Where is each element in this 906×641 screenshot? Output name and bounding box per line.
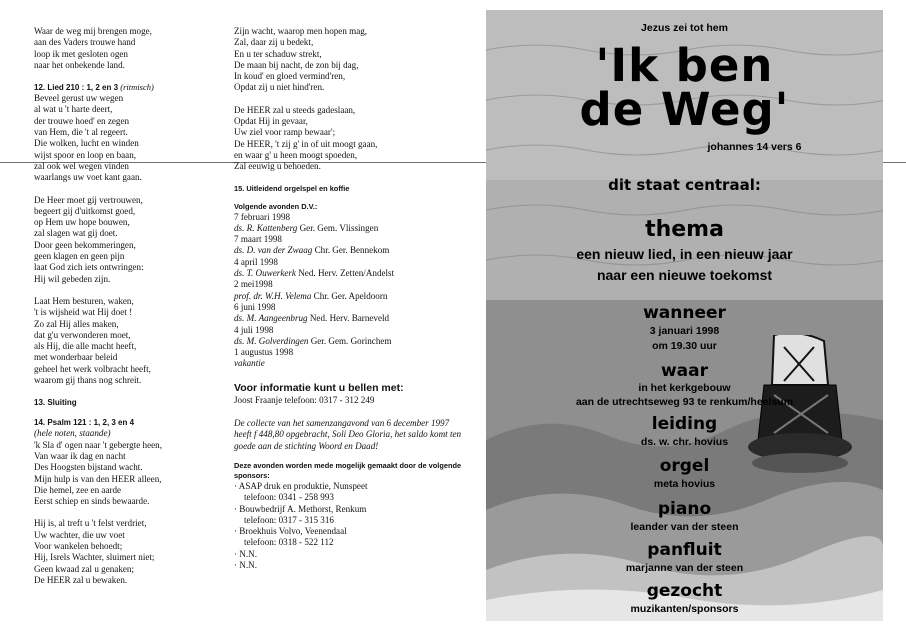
verse-line: al wat u 't harte deert, (34, 104, 113, 115)
sponsor-item: · Bouwbedrijf A. Methorst, Renkum (234, 503, 367, 514)
poster-leiding-label: leiding (651, 414, 718, 434)
verse-line: Beveel gerust uw wegen (34, 93, 124, 104)
schedule-date: 2 mei1998 (234, 279, 273, 290)
poster-wanneer-line1: 3 januari 1998 (649, 325, 720, 337)
schedule-speaker (234, 313, 466, 324)
poster-wanneer-label: wanneer (643, 303, 726, 323)
next-evenings-heading: Volgende avonden D.V.: (234, 201, 318, 211)
verse-line: Die wolken, lucht en winden (34, 138, 139, 149)
speaker-name: ds. M. Aangeenbrug (234, 313, 308, 324)
item-12-title: 12. Lied 210 : 1, 2 en 3 (34, 83, 119, 93)
verse-line: Eerst schiep en sinds bewaarde. (34, 496, 150, 507)
verse-line: Hij is, al treft u 't felst verdriet, (34, 518, 147, 529)
speaker-name: ds. D. van der Zwaag (234, 245, 313, 256)
verse-line: 't is wijsheid wat Hij doet ! (34, 307, 133, 318)
verse-c (34, 195, 224, 285)
verse-line: Laat Hem besturen, waken, (34, 295, 134, 306)
poster-reference: johannes 14 vers 6 (707, 141, 802, 153)
verse-line: Des Hoogsten bijstand wacht. (34, 462, 143, 473)
verse-line: zal ook wel wegen vinden (34, 160, 129, 171)
schedule-speaker (234, 245, 466, 256)
verse-d (34, 296, 224, 386)
schedule-date: 1 augustus 1998 (234, 347, 294, 358)
schedule-date: 6 juni 1998 (234, 301, 276, 312)
verse-line: Hij, Isrels Wachter, sluimert niet; (34, 552, 155, 563)
sponsor-heading: Deze avonden worden mede mogelijk gemaakt door de volgende sponsors: (234, 460, 462, 480)
verse-line: naar het onbekende land. (34, 59, 125, 70)
item-14-sub: (hele noten, staande) (34, 428, 111, 439)
speaker-church: Ned. Herv. Barneveld (307, 313, 390, 324)
verse-f (34, 518, 224, 586)
speaker-church: Ger. Gem. Gorinchem (308, 335, 392, 346)
verse-line: Zal, daar zij u bedekt, (234, 37, 314, 48)
speaker-church: Ned. Herv. Zetten/Andelst (295, 268, 395, 279)
schedule-speaker (234, 336, 466, 347)
sponsor-item: · N.N. (234, 548, 257, 559)
poster-orgel-label: orgel (659, 456, 710, 476)
speaker-church: Chr. Ger. Apeldoorn (311, 290, 388, 301)
speaker-name: ds. M. Golverdingen (234, 335, 309, 346)
verse-line: geheel het werk volbracht heeft, (34, 363, 151, 374)
verse-b (34, 93, 224, 183)
sponsor-phone: telefoon: 0317 - 315 316 (244, 514, 334, 525)
verse-line: De HEER zal u steeds gadeslaan, (234, 104, 356, 115)
poster-central: dit staat centraal: (608, 176, 761, 194)
schedule-speaker (234, 291, 466, 302)
verse-line: op Hem uw hope bouwen, (34, 217, 130, 228)
verse-line: Door geen bekommeringen, (34, 239, 136, 250)
poster-leiding-value: ds. w. chr. hovius (640, 436, 729, 448)
verse-line: Opdat zij u niet hind'ren. (234, 82, 325, 93)
verse-line: Opdat Hij in gevaar, (234, 116, 308, 127)
verse-line: begeert gij d'uitkomst goed, (34, 205, 136, 216)
poster-waar-label: waar (660, 361, 709, 381)
poster-thema-line1: een nieuw lied, in een nieuw jaar (576, 246, 793, 262)
verse-line: Zijn wacht, waarop men hopen mag, (234, 26, 368, 36)
verse-line: met wonderbaar beleid (34, 352, 118, 363)
verse-a (34, 26, 224, 71)
verse-line: zal slagen wat gij doet. (34, 228, 118, 239)
collecte-text: De collecte van het samenzangavond van 6 december 1997 heeft f 448,80 opgebracht, Soli Deo Gloria, het saldo komt ten goede aan de stichting Woord en Daad! (234, 418, 462, 451)
poster-title-line2: de Weg' (579, 83, 790, 136)
speaker-name: prof. dr. W.H. Velema (234, 290, 312, 301)
poster-waar-line1: in het kerkgebouw (638, 382, 731, 394)
sponsor-item: · ASAP druk en produktie, Nunspeet (234, 480, 368, 491)
verse-line: der trouwe hoed' en zegen (34, 115, 130, 126)
schedule-date: 7 februari 1998 (234, 211, 291, 222)
item-13-heading: 13. Sluiting (34, 398, 77, 408)
verse-h (234, 105, 466, 173)
poster-title-line1: 'Ik ben (595, 39, 774, 92)
verse-line: Van waar ik dag en nacht (34, 450, 126, 461)
poster-orgel-value: meta hovius (653, 478, 716, 490)
verse-line: geen klagen en geen pijn (34, 251, 125, 262)
verse-line: De maan bij nacht, de zon bij dag, (234, 59, 359, 70)
verse-line: Die hemel, zee en aarde (34, 484, 122, 495)
item-12-heading (34, 82, 224, 93)
info-heading: Voor informatie kunt u bellen met: (234, 381, 404, 394)
speaker-name: vakantie (234, 358, 265, 369)
verse-line: Zo zal Hij alles maken, (34, 318, 119, 329)
verse-e (34, 440, 224, 508)
verse-line: waarlangs uw voet kant gaan. (34, 172, 142, 183)
schedule-speaker (234, 358, 466, 369)
schedule-speaker (234, 268, 466, 279)
verse-line: Geen kwaad zal u genaken; (34, 563, 134, 574)
verse-line: als Hij, die alle macht heeft, (34, 341, 137, 352)
column-left (34, 26, 224, 586)
poster-panfluit-label: panfluit (647, 540, 722, 560)
verse-line: En u ter schaduw strekt, (234, 48, 322, 59)
poster-piano-value: leander van der steen (630, 521, 739, 533)
verse-line: De HEER, 't zij g' in of uit moogt gaan, (234, 138, 378, 149)
poster-gezocht-value: muzikanten/sponsors (630, 603, 739, 615)
speaker-name: ds. R. Kattenberg (234, 222, 298, 233)
sponsor-item: · Broekhuis Volvo, Veenendaal (234, 526, 347, 537)
info-line: Joost Fraanje telefoon: 0317 - 312 249 (234, 394, 375, 405)
speaker-church: Chr. Ger. Bennekom (312, 245, 390, 256)
verse-line: 'k Sla d' ogen naar 't gebergte heen, (34, 439, 162, 450)
sponsor-phone: telefoon: 0341 - 258 993 (244, 492, 334, 503)
speaker-name: ds. T. Ouwerkerk (234, 268, 296, 279)
poster-gezocht-label: gezocht (646, 581, 723, 601)
sponsor-list (234, 481, 466, 571)
verse-line: Waar de weg mij brengen moge, (34, 26, 152, 36)
poster-piano-label: piano (657, 499, 712, 519)
verse-line: aan des Vaders trouwe hand (34, 37, 136, 48)
verse-line: Voor wankelen behoedt; (34, 540, 123, 551)
verse-line: De Heer moet gij vertrouwen, (34, 194, 143, 205)
schedule-list (234, 212, 466, 370)
poster-waar-line2: aan de utrechtseweg 93 te renkum/heelsum (575, 396, 794, 408)
schedule-date: 4 april 1998 (234, 256, 278, 267)
verse-line: van Hem, die 't al regeert. (34, 127, 128, 138)
verse-line: Mijn hulp is van den HEER alleen, (34, 473, 162, 484)
verse-line: laat God zich iets ontwringen: (34, 262, 144, 273)
item-12-sub: (ritmisch) (120, 82, 154, 93)
verse-g (234, 26, 466, 94)
poster-wanneer-line2: om 19.30 uur (652, 340, 717, 352)
schedule-date: 7 maart 1998 (234, 234, 282, 245)
schedule-date: 4 juli 1998 (234, 324, 274, 335)
verse-line: loop ik met gesloten ogen (34, 48, 128, 59)
verse-line: In koud' en gloed vermind'ren, (234, 71, 346, 82)
sponsor-phone: telefoon: 0318 - 522 112 (244, 537, 334, 548)
verse-line: waarom gij thans nog schreit. (34, 375, 142, 386)
verse-line: De HEER zal u bewaken. (34, 574, 128, 585)
verse-line: en waar g' u heen moogt spoeden, (234, 149, 358, 160)
item-15-heading: 15. Uitleidend orgelspel en koffie (234, 183, 350, 193)
speaker-church: Ger. Gem. Vlissingen (297, 222, 379, 233)
verse-line: Hij wil gebeden zijn. (34, 273, 111, 284)
poster-intro: Jezus zei tot hem (641, 22, 728, 34)
sponsor-item: · N.N. (234, 559, 257, 570)
verse-line: Uw wachter, die uw voet (34, 529, 125, 540)
poster-thema-line2: naar een nieuwe toekomst (596, 267, 773, 283)
poster (486, 10, 883, 621)
poster-panfluit-value: marjanne van der steen (625, 562, 744, 574)
item-14-heading: 14. Psalm 121 : 1, 2, 3 en 4 (34, 418, 135, 428)
schedule-speaker (234, 223, 466, 234)
verse-line: Uw ziel voor ramp bewaar'; (234, 127, 336, 138)
column-middle (234, 26, 466, 571)
verse-line: dat g'u verwonderen moet, (34, 329, 131, 340)
verse-line: wijst spoor en loop en baan, (34, 149, 137, 160)
verse-line: Zal eeuwig u behoeden. (234, 161, 321, 172)
poster-thema-label: thema (645, 217, 724, 242)
